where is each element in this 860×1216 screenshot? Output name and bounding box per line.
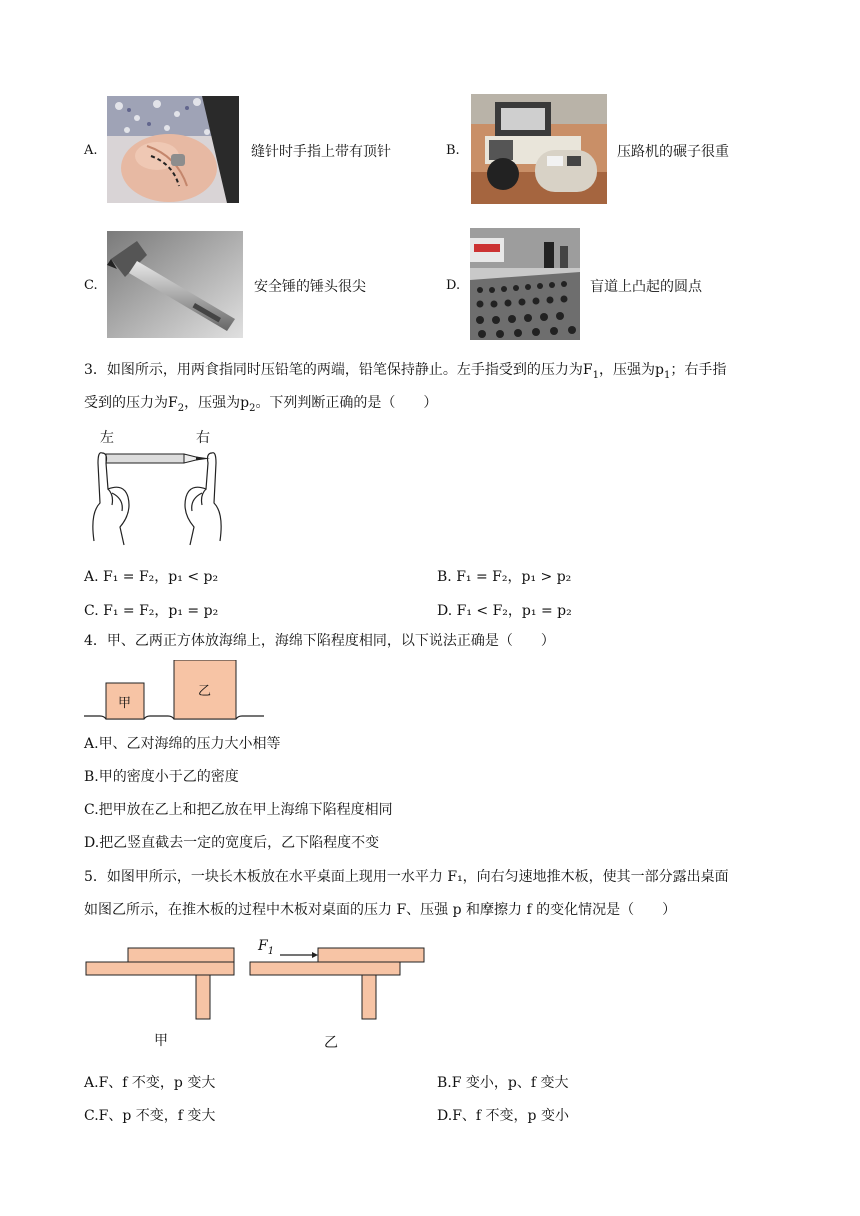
- option-text: 压路机的碾子很重: [617, 144, 729, 160]
- q4-stem: 4．甲、乙两正方体放海绵上，海绵下陷程度相同，以下说法正确是（ ）: [84, 633, 555, 649]
- q5-option-a: [84, 1072, 215, 1092]
- option-letter: D.: [84, 835, 100, 851]
- option-letter: A.: [84, 143, 98, 158]
- q3-option-c: [84, 600, 218, 620]
- option-text: F₁ = F₂，p₁ < p₂: [103, 569, 219, 585]
- option-letter: C.: [84, 278, 98, 293]
- option-text: F、p 不变，f 变大: [98, 1108, 216, 1124]
- option-letter: B.: [446, 143, 460, 158]
- option-text: 把甲放在乙上和把乙放在甲上海绵下陷程度相同: [98, 802, 393, 818]
- option-text: F、f 不变，p 变小: [452, 1108, 569, 1124]
- q5-stem-line1: 5．如图甲所示，一块长木板放在水平桌面上现用一水平力 F₁，向右匀速地推木板，使其一部分露出桌面: [84, 869, 729, 885]
- road-roller-photo-icon: [471, 94, 607, 204]
- option-letter: D.: [446, 278, 461, 293]
- label-jia: 甲: [154, 1033, 168, 1049]
- subscript: 1: [663, 369, 671, 381]
- q4-option-b: [84, 766, 239, 788]
- subscript: 2: [249, 402, 256, 414]
- option-text: 盲道上凸起的圆点: [590, 279, 702, 295]
- q5-option-b: [437, 1072, 569, 1092]
- option-letter: C.: [84, 1108, 99, 1124]
- option-letter: B.: [437, 1075, 452, 1091]
- option-letter: A.: [84, 736, 99, 752]
- tactile-paving-photo-icon: [470, 228, 580, 340]
- q5-option-c: [84, 1105, 215, 1125]
- subscript: 2: [177, 402, 185, 414]
- option-letter: B.: [84, 769, 99, 785]
- q3-option-a: [84, 566, 218, 586]
- q4-option-c: [84, 799, 393, 821]
- label-yi: 乙: [324, 1035, 338, 1051]
- option-text: F₁ < F₂，p₁ = p₂: [456, 603, 572, 619]
- force-label: [258, 938, 274, 957]
- force-subscript: 1: [267, 945, 275, 957]
- safety-hammer-photo-icon: [107, 231, 243, 338]
- option-text: F₁ = F₂，p₁ = p₂: [103, 603, 219, 619]
- stem-text: ；右手指: [670, 362, 727, 378]
- q3-stem-line1: [84, 359, 726, 387]
- q4-option-a: [84, 733, 281, 755]
- q4-option-d: [84, 832, 379, 854]
- stem-text: 受到的压力为F: [84, 395, 178, 411]
- stem-text: 3．如图所示，用两食指同时压铅笔的两端，铅笔保持静止。左手指受到的压力为F: [84, 362, 593, 378]
- option-text: 缝针时手指上带有顶针: [251, 144, 391, 160]
- option-letter: D.: [437, 1108, 453, 1124]
- label-yi: 乙: [198, 684, 212, 699]
- q3-stem-line2: [84, 392, 437, 420]
- option-text: F₁ = F₂，p₁ > p₂: [456, 569, 572, 585]
- stem-text: ，压强为p: [599, 362, 664, 378]
- label-right: 右: [196, 430, 210, 446]
- subscript: 1: [592, 369, 599, 381]
- option-text: 甲的密度小于乙的密度: [98, 769, 239, 785]
- q5-stem-line2: 如图乙所示，在推木板的过程中木板对桌面的压力 F、压强 p 和摩擦力 f 的变化情况是（ ）: [84, 902, 677, 918]
- thimble-photo-icon: [107, 96, 239, 203]
- option-letter: A.: [84, 1075, 99, 1091]
- option-letter: B.: [437, 569, 452, 585]
- option-letter: A.: [84, 569, 99, 585]
- force-symbol: F: [258, 938, 268, 954]
- q4-sponge-figure: [84, 660, 264, 722]
- q3-option-d: [437, 600, 572, 620]
- option-letter: C.: [84, 603, 99, 619]
- stem-text: 。下列判断正确的是（ ）: [255, 395, 438, 411]
- option-letter: C.: [84, 802, 99, 818]
- label-jia: 甲: [118, 696, 132, 711]
- q5-board-figure: [84, 936, 434, 1056]
- option-text: F、f 不变，p 变大: [98, 1075, 216, 1091]
- q3-option-b: [437, 566, 571, 586]
- q5-option-d: [437, 1105, 569, 1125]
- option-text: F 变小，p、f 变大: [451, 1075, 569, 1091]
- option-text: 把乙竖直截去一定的宽度后，乙下陷程度不变: [99, 835, 380, 851]
- q3-pencil-figure: [84, 423, 244, 548]
- stem-text: ，压强为p: [184, 395, 250, 411]
- option-text: 甲、乙对海绵的压力大小相等: [98, 736, 281, 752]
- option-letter: D.: [437, 603, 453, 619]
- label-left: 左: [100, 430, 114, 446]
- option-text: 安全锤的锤头很尖: [254, 279, 366, 295]
